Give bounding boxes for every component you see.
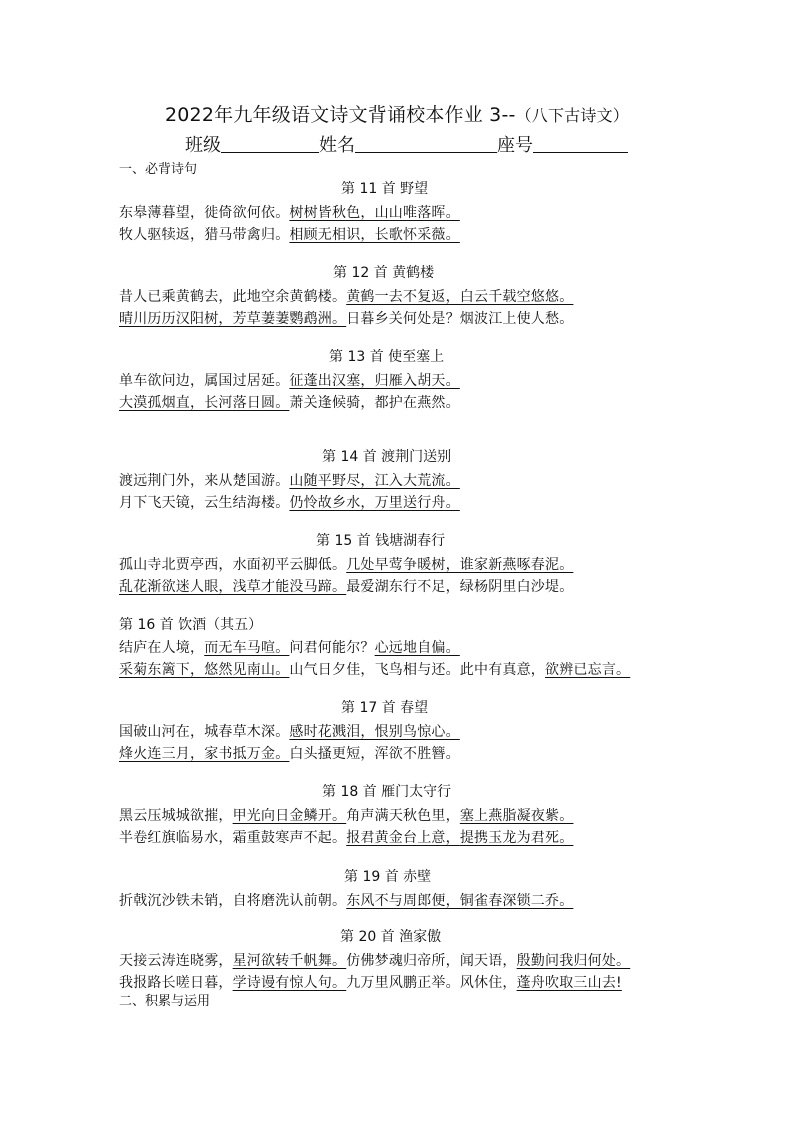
- seat-blank[interactable]: [533, 134, 628, 153]
- poem-line: [119, 370, 460, 390]
- poem-heading: 第 11 首 野望: [341, 181, 429, 197]
- underlined-phrase: 大漠孤烟直，长河落日圆。: [119, 395, 290, 411]
- phrase: 结庐在人境，: [119, 640, 205, 656]
- phrase: 角声满天秋色里，: [346, 808, 460, 824]
- poem-line: [119, 224, 460, 244]
- poem-line: [119, 202, 460, 222]
- poem-line: [119, 972, 622, 992]
- underlined-phrase: 烽火连三月，家书抵万金。: [119, 746, 290, 762]
- phrase: 东皋薄暮望，徙倚欲何依。: [119, 205, 290, 221]
- title-tail: （八下古诗文）: [515, 106, 629, 125]
- phrase: 月下飞天镜，云生结海楼。: [119, 495, 290, 511]
- underlined-phrase: 几处早莺争暖树，谁家新燕啄春泥。: [346, 557, 574, 573]
- section-heading-2: 二、积累与运用: [119, 994, 211, 1009]
- underlined-phrase: 仍怜故乡水，万里送行舟。: [289, 495, 460, 511]
- poem-heading: 第 12 首 黄鹤楼: [333, 265, 435, 281]
- phrase: 仿佛梦魂归帝所，闻天语，: [346, 953, 517, 969]
- phrase: 最爱湖东行不足，绿杨阴里白沙堤。: [346, 579, 574, 595]
- poem-line: [119, 950, 630, 970]
- name-blank[interactable]: [355, 134, 497, 153]
- phrase: 日暮乡关何处是？烟波江上使人愁。: [346, 311, 574, 327]
- underlined-phrase: 乱花渐欲迷人眼，浅草才能没马蹄。: [119, 579, 347, 595]
- poem-heading: 第 19 首 赤壁: [344, 869, 432, 885]
- phrase: 折戟沉沙铁未销，自将磨洗认前朝。: [119, 893, 347, 909]
- underlined-phrase: 蓬舟吹取三山去!: [516, 975, 622, 991]
- underlined-phrase: 征蓬出汉塞，归雁入胡天。: [289, 373, 460, 389]
- poem-line: [119, 743, 460, 763]
- underlined-phrase: 而无车马喧。: [204, 640, 290, 656]
- phrase: 白头搔更短，浑欲不胜簪。: [289, 746, 460, 762]
- underlined-phrase: 甲光向日金鳞开。: [232, 808, 347, 824]
- poem-line: [119, 308, 573, 328]
- phrase: 国破山河在，城春草木深。: [119, 724, 290, 740]
- phrase: 牧人驱犊返，猎马带禽归。: [119, 227, 290, 243]
- poem-heading: 第 20 首 渔家傲: [340, 929, 442, 945]
- student-info-row: [185, 131, 628, 157]
- class-blank[interactable]: [221, 134, 319, 153]
- phrase: 渡远荆门外，来从楚国游。: [119, 473, 290, 489]
- phrase: 单车欲问边，属国过居延。: [119, 373, 290, 389]
- phrase: 萧关逢候骑，都护在燕然。: [289, 395, 460, 411]
- phrase: 我报路长嗟日暮，: [119, 975, 233, 991]
- poem-line: [119, 805, 573, 825]
- poem-line: [119, 637, 460, 657]
- poem-heading: 第 16 首 饮酒（其五）: [119, 617, 263, 633]
- seat-label: 座号: [497, 135, 533, 156]
- poem-line: [119, 827, 573, 847]
- poem-line: [119, 392, 460, 412]
- underlined-phrase: 星河欲转千帆舞。: [232, 953, 347, 969]
- underlined-phrase: 晴川历历汉阳树，芳草萋萋鹦鹉洲。: [119, 311, 347, 327]
- page-title: [0, 100, 794, 127]
- section-heading-1: 一、必背诗句: [119, 162, 198, 177]
- underlined-phrase: 感时花溅泪，恨别鸟惊心。: [289, 724, 460, 740]
- phrase: 问君何能尔？: [289, 640, 375, 656]
- poem-heading: 第 17 首 春望: [341, 700, 429, 716]
- phrase: 黑云压城城欲摧，: [119, 808, 233, 824]
- poem-line: [119, 721, 460, 741]
- poem-line: [119, 492, 460, 512]
- phrase: 半卷红旗临易水，霜重鼓寒声不起。: [119, 830, 347, 846]
- underlined-phrase: 黄鹤一去不复返，白云千载空悠悠。: [346, 289, 574, 305]
- poem-line: [119, 286, 573, 306]
- poem-heading: 第 14 首 渡荆门送别: [322, 449, 452, 465]
- poem-heading: 第 15 首 钱塘湖春行: [316, 533, 446, 549]
- underlined-phrase: 报君黄金台上意，: [346, 830, 460, 846]
- underlined-phrase: 学诗谩有惊人句。: [232, 975, 347, 991]
- phrase: 昔人已乘黄鹤去，此地空余黄鹤楼。: [119, 289, 347, 305]
- underlined-phrase: 采菊东篱下，悠然见南山。: [119, 662, 290, 678]
- underlined-phrase: 相顾无相识，长歌怀采薇。: [289, 227, 460, 243]
- poem-heading: 第 13 首 使至塞上: [329, 349, 445, 365]
- underlined-phrase: 欲辨已忘言。: [545, 662, 631, 678]
- phrase: 孤山寺北贾亭西，水面初平云脚低。: [119, 557, 347, 573]
- phrase: 天接云涛连晓雾，: [119, 953, 233, 969]
- class-label: 班级: [185, 135, 221, 156]
- underlined-phrase: 东风不与周郎便，铜雀春深锁二乔。: [346, 893, 574, 909]
- phrase: 九万里风鹏正举。风休住，: [346, 975, 517, 991]
- underlined-phrase: 山随平野尽，江入大荒流。: [289, 473, 460, 489]
- poem-line: [119, 890, 573, 910]
- poem-heading: 第 18 首 雁门太守行: [322, 784, 452, 800]
- phrase: 山气日夕佳，飞鸟相与还。此中有真意，: [289, 662, 546, 678]
- title-main: 2022年九年级语文诗文背诵校本作业 3--: [164, 104, 516, 126]
- underlined-phrase: 树树皆秋色，山山唯落晖。: [289, 205, 460, 221]
- underlined-phrase: 塞上燕脂凝夜紫。: [459, 808, 574, 824]
- poem-line: [119, 470, 460, 490]
- poem-line: [119, 576, 573, 596]
- underlined-phrase: 心远地自偏。: [374, 640, 460, 656]
- poem-line: [119, 554, 573, 574]
- poem-line: [119, 659, 630, 679]
- underlined-phrase: 提携玉龙为君死。: [459, 830, 574, 846]
- underlined-phrase: 殷勤问我归何处。: [516, 953, 631, 969]
- name-label: 姓名: [319, 135, 355, 156]
